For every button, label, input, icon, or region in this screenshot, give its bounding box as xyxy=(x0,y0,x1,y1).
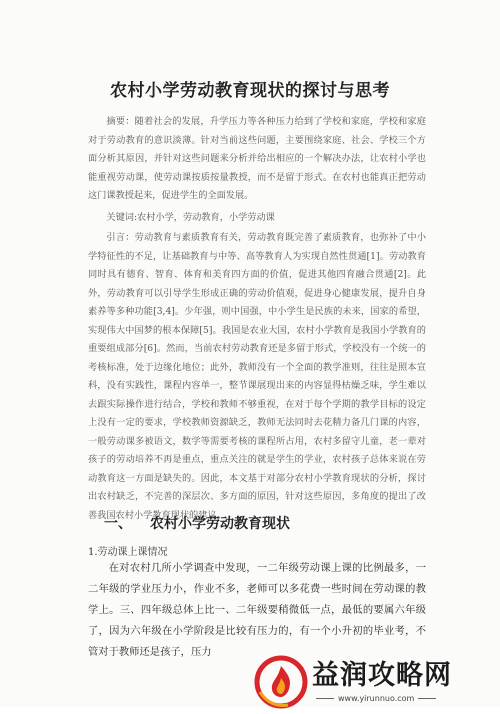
watermark-url: www.yirunnuo.com xyxy=(338,693,415,703)
abstract-paragraph: 摘要：随着社会的发展，升学压力等各种压力给到了学校和家庭，学校和家庭对于劳动教育的意识淡薄。针对当前这些问题，主要围绕家庭、社会、学校三个方面分析其原因，并针对这些问题来分析并给出相应的一个解决办法，让农村小学也能重视劳动课，使劳动课按质按量教授，而不是留于形式。在农村也能真正把劳动这门课教授起来，促进学生的全面发展。 xyxy=(88,116,426,201)
document-title: 农村小学劳动教育现状的探讨与思考 xyxy=(110,81,390,101)
site-watermark xyxy=(252,652,452,710)
keywords-line: 关键词:农村小学，劳动教育，小学劳动课 xyxy=(106,212,275,223)
flame-logo-icon xyxy=(252,652,310,710)
section-heading xyxy=(104,513,290,533)
watermark-url-row xyxy=(312,694,452,703)
section-number: 一、 xyxy=(104,516,132,532)
body-paragraph: 在对农村几所小学调查中发现，一二年级劳动课上课的比例最多，一二年级的学业压力小，作业不多，老师可以多花费一些时间在劳动课的教学上。三、四年级总体上比一、二年级要稍微低一点，最低的要属六年级了，因为六年级在小学阶段是比较有压力的，有一个小升初的毕业考，不管对于教师还是孩子，压力 xyxy=(88,562,426,658)
divider xyxy=(418,698,436,699)
divider xyxy=(316,698,334,699)
subsection-heading: 1.劳动课上课情况 xyxy=(88,547,168,558)
intro-paragraph: 引言：劳动教育与素质教育有关，劳动教育既完善了素质教育，也弥补了中小学特征性的不足，让基础教育与中等、高等教育人为实现自然性贯通[1]。劳动教育同时具有德育、智育、体育和美育四方面的价值，促进其他四育融合贯通[2]。此外，劳动教育可以引导学生形成正确的劳动价值观，促进身心健康发展，提升自身素养等多种功能[3,4]。少年强，则中国强，中小学生是民族的未来，国家的希望，实现伟大中国梦的根本保障[5]。我国是农业大国，农村小学教育是我国小学教育的重要组成部分[6]。然而，当前农村劳动教育还是多留于形式，学校没有一个统一的考核标准，处于边缘化地位；此外，教师没有一个全面的教学准则，往往是照本宣科，没有实践性，课程内容单一，整节课展现出来的内容显得枯燥乏味，学生难以去跟实际操作进行结合，学校和教师不够重视，在对于每个学期的教学目标的设定上没有一定的要求，学校教师资源缺乏，教师无法同时去花精力备几门课的内容，一般劳动课多被语文，数学等需要考核的课程所占用，农村多留守儿童，老一辈对孩子的劳动培养不再是重点，重点关注的就是学生的学业，农村孩子总体来说在劳动教育这一方面是缺失的。因此，本文基于对部分农村小学教育现状的分析，探讨出农村缺乏，不完善的深层次、多方面的原因，针对这些原因，多角度的提出了改善我国农村小学教育现状的建议。 xyxy=(88,232,426,521)
section-title: 农村小学劳动教育现状 xyxy=(150,516,290,532)
watermark-brand: 益润攻略网 xyxy=(312,659,452,691)
